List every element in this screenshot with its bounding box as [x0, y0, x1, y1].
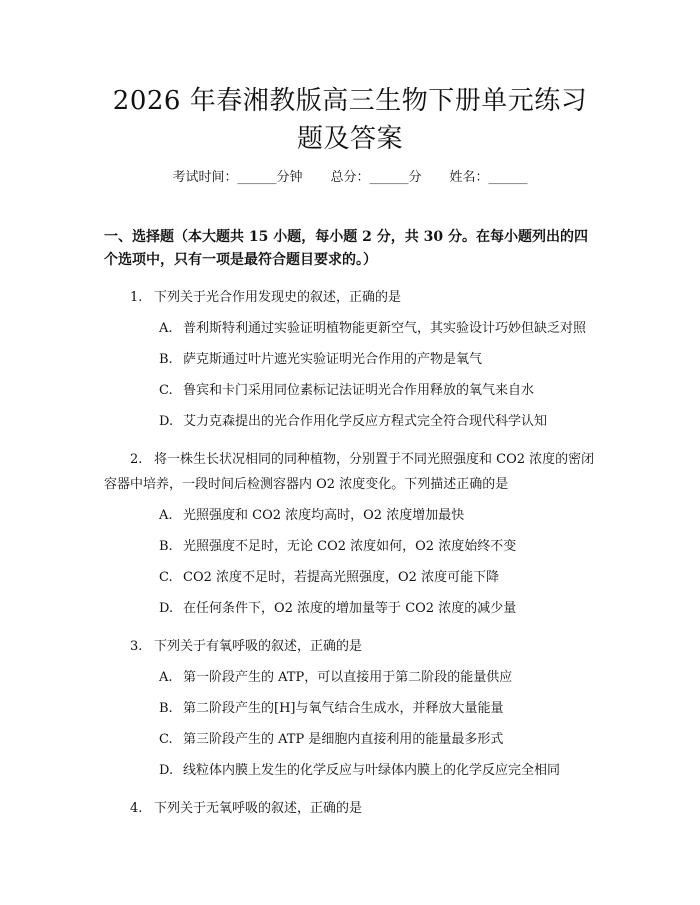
- option-item: [104, 758, 596, 783]
- option-letter: A.: [159, 508, 173, 523]
- question-stem: [104, 447, 596, 497]
- question-stem: [104, 634, 596, 659]
- option-item: [104, 378, 596, 403]
- option-text: 艾力克森提出的光合作用化学反应方程式完全符合现代科学认知: [183, 414, 548, 429]
- option-item: [104, 665, 596, 690]
- option-text: 线粒体内膜上发生的化学反应与叶绿体内膜上的化学反应完全相同: [183, 763, 561, 778]
- question-item: [104, 447, 596, 621]
- option-item: [104, 503, 596, 528]
- option-text: 第一阶段产生的 ATP，可以直接用于第二阶段的能量供应: [183, 670, 513, 685]
- option-text: 光照强度不足时，无论 CO2 浓度如何，O2 浓度始终不变: [183, 539, 517, 554]
- section-heading: 一、选择题（本大题共 15 小题，每小题 2 分，共 30 分。在每小题列出的四个选项中，只有一项是最符合题目要求的。）: [104, 229, 588, 268]
- option-letter: C.: [159, 383, 173, 398]
- option-text: 第三阶段产生的 ATP 是细胞内直接利用的能量最多形式: [183, 732, 504, 747]
- exam-meta: [104, 168, 596, 188]
- option-text: 光照强度和 CO2 浓度均高时，O2 浓度增加最快: [183, 508, 465, 523]
- document-title: 2026 年春湘教版高三生物下册单元练习题及答案: [112, 86, 588, 154]
- option-letter: C.: [159, 570, 173, 585]
- student-name-field: 姓名：______: [449, 170, 528, 185]
- question-item: [104, 796, 596, 821]
- option-text: 萨克斯通过叶片遮光实验证明光合作用的产物是氧气: [183, 352, 483, 367]
- question-text: 下列关于光合作用发现史的叙述，正确的是: [154, 290, 402, 305]
- question-text: 下列关于有氧呼吸的叙述，正确的是: [154, 639, 363, 654]
- question-text: 将一株生长状况相同的同种植物，分别置于不同光照强度和 CO2 浓度的密闭容器中培养，一段时间后检测容器内 O2 浓度变化。下列描述正确的是: [104, 452, 595, 492]
- option-item: [104, 727, 596, 752]
- option-item: [104, 347, 596, 372]
- option-item: [104, 409, 596, 434]
- option-letter: D.: [159, 601, 174, 616]
- question-number: 1.: [130, 290, 143, 305]
- total-score-field: 总分：______分: [330, 170, 422, 185]
- option-letter: A.: [159, 670, 173, 685]
- option-text: 第二阶段产生的[H]与氧气结合生成水，并释放大量能量: [183, 701, 504, 716]
- option-letter: D.: [159, 414, 174, 429]
- option-letter: B.: [159, 701, 173, 716]
- exam-time-field: 考试时间：______分钟: [172, 170, 303, 185]
- option-text: 普利斯特利通过实验证明植物能更新空气，其实验设计巧妙但缺乏对照: [183, 321, 587, 336]
- question-list: [104, 285, 596, 821]
- question-stem: [104, 796, 596, 821]
- question-number: 2.: [130, 452, 143, 467]
- question-item: [104, 634, 596, 783]
- option-item: [104, 316, 596, 341]
- option-letter: B.: [159, 352, 173, 367]
- question-stem: [104, 285, 596, 310]
- option-item: [104, 534, 596, 559]
- option-text: 在任何条件下，O2 浓度的增加量等于 CO2 浓度的减少量: [183, 601, 517, 616]
- option-text: CO2 浓度不足时，若提高光照强度，O2 浓度可能下降: [183, 570, 500, 585]
- option-letter: D.: [159, 763, 174, 778]
- option-item: [104, 565, 596, 590]
- option-letter: C.: [159, 732, 173, 747]
- question-number: 3.: [130, 639, 143, 654]
- option-item: [104, 696, 596, 721]
- question-text: 下列关于无氧呼吸的叙述，正确的是: [154, 801, 363, 816]
- option-letter: B.: [159, 539, 173, 554]
- option-item: [104, 596, 596, 621]
- option-letter: A.: [159, 321, 173, 336]
- question-item: [104, 285, 596, 434]
- question-number: 4.: [130, 801, 143, 816]
- option-text: 鲁宾和卡门采用同位素标记法证明光合作用释放的氧气来自水: [183, 383, 535, 398]
